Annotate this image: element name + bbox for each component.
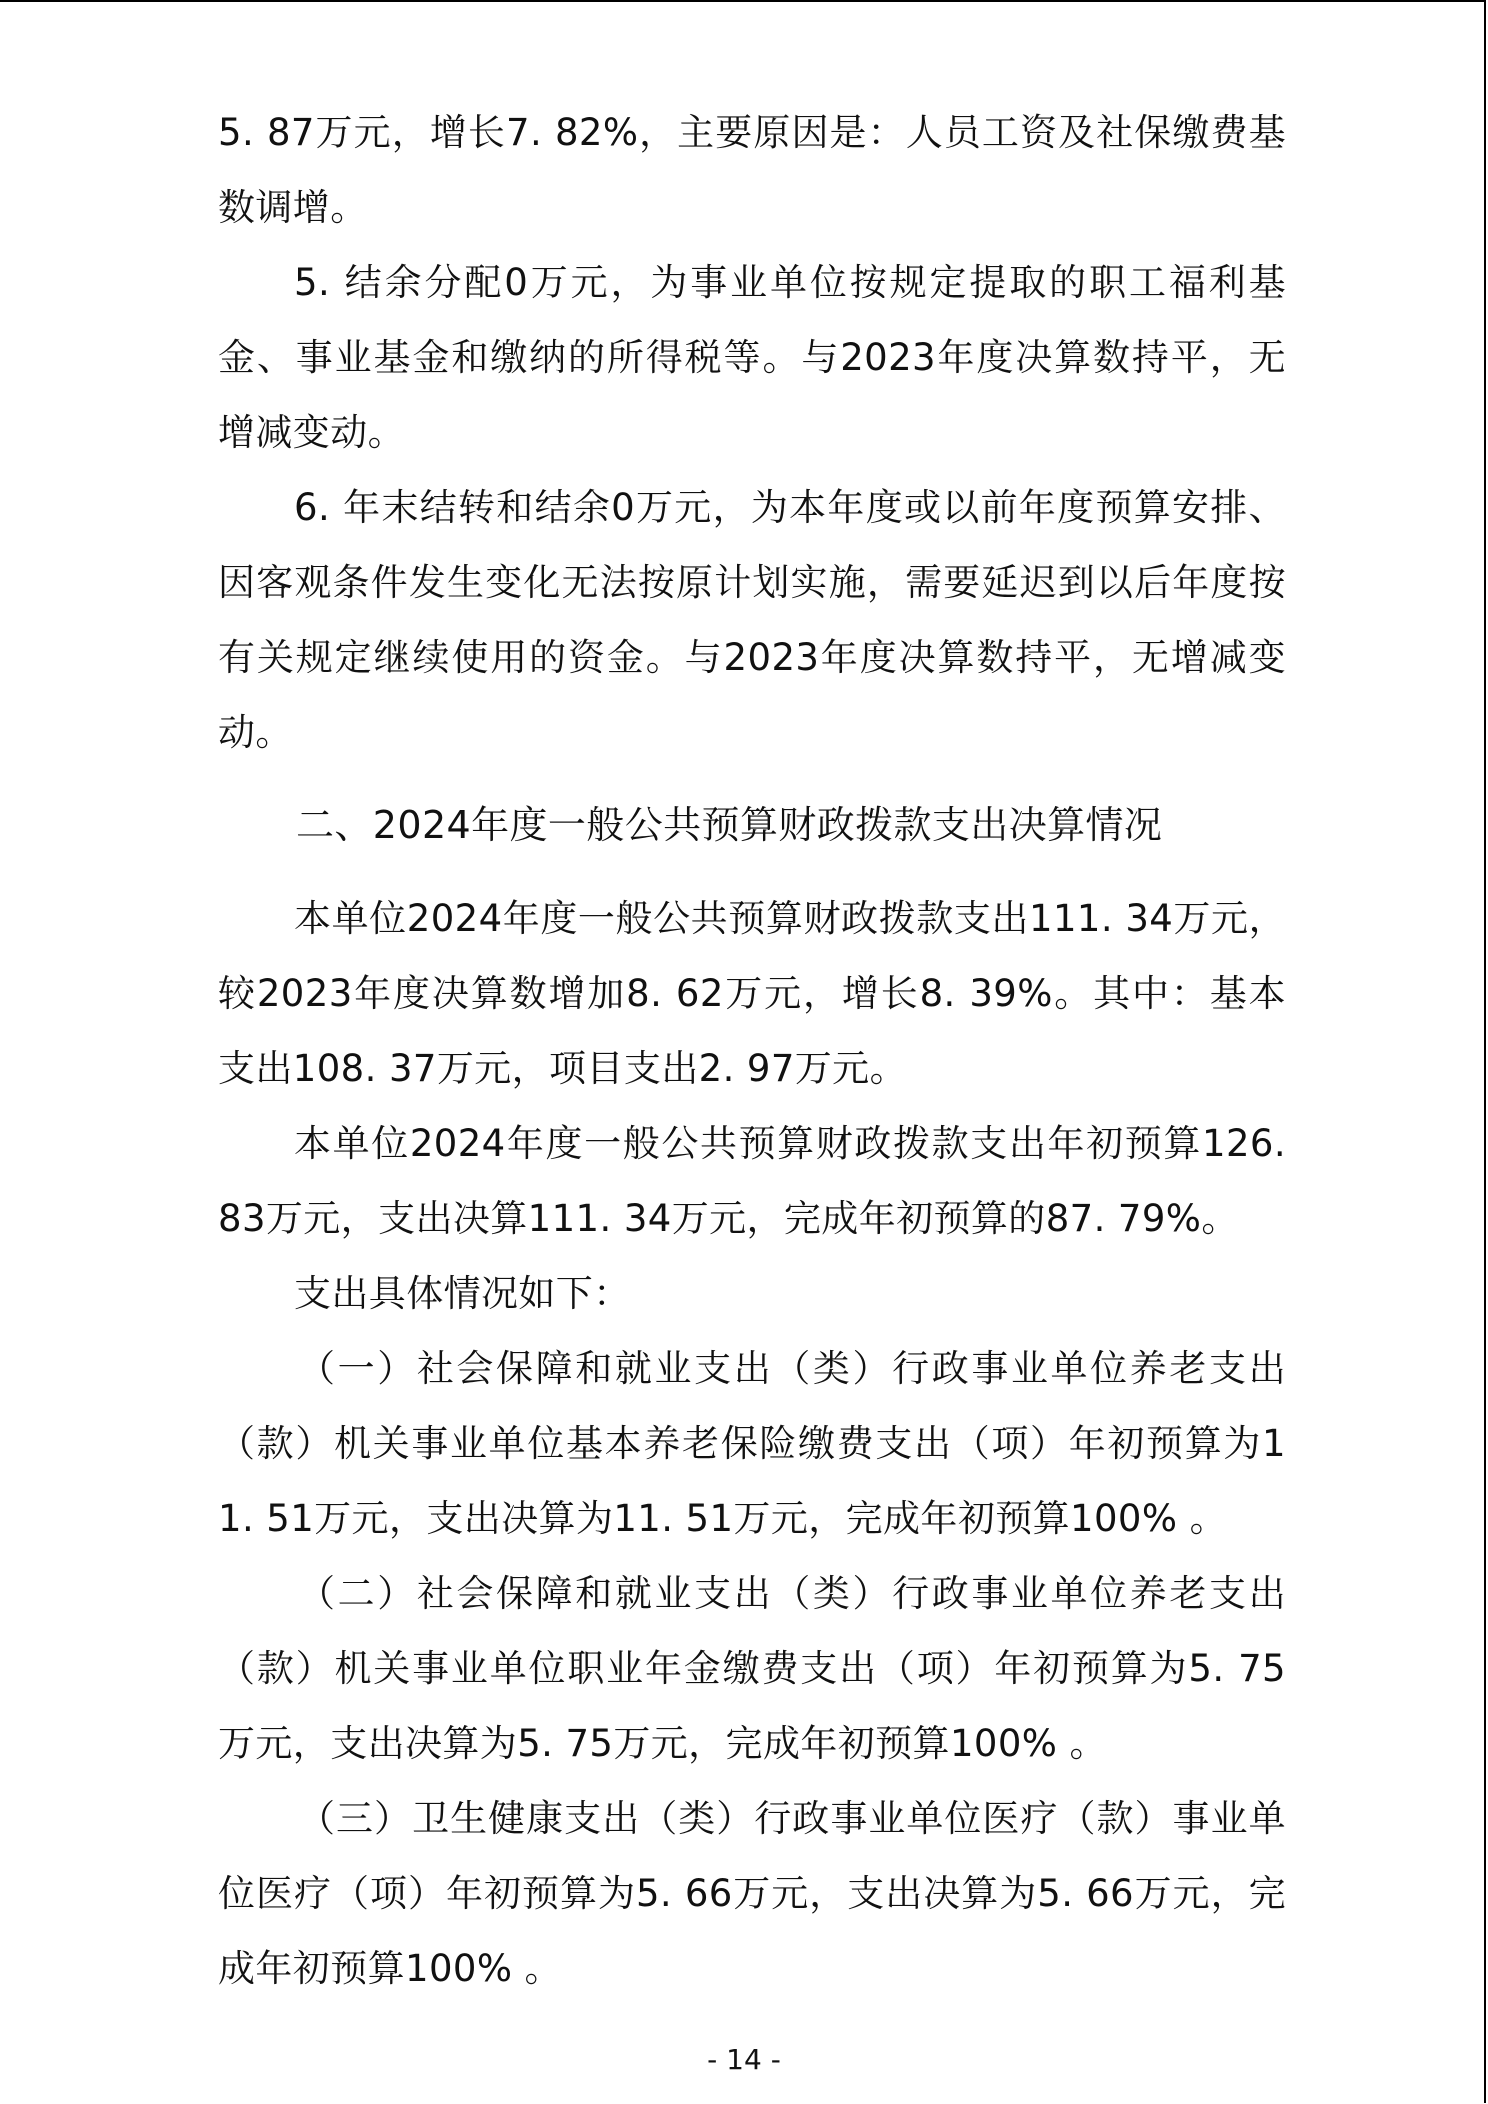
paragraph-surplus-distribution: 5. 结余分配0万元，为事业单位按规定提取的职工福利基金、事业基金和缴纳的所得税等。与2023年度决算数持平，无增减变动。: [218, 261, 1286, 454]
page-content: [218, 95, 1286, 2006]
paragraph-item-2: （二）社会保障和就业支出（类）行政事业单位养老支出（款）机关事业单位职业年金缴费支出（项）年初预算为5. 75万元，支出决算为5. 75万元，完成年初预算100% 。: [218, 1572, 1286, 1765]
paragraph-total-expenditure: 本单位2024年度一般公共预算财政拨款支出111. 34万元，较2023年度决算数增加8. 62万元，增长8. 39%。其中：基本支出108. 37万元，项目支出2. 97万元。: [218, 897, 1286, 1090]
paragraph-item-3: （三）卫生健康支出（类）行政事业单位医疗（款）事业单位医疗（项）年初预算为5. 66万元，支出决算为5. 66万元，完成年初预算100% 。: [218, 1797, 1286, 1990]
paragraph-budget-completion: 本单位2024年度一般公共预算财政拨款支出年初预算126. 83万元，支出决算111. 34万元，完成年初预算的87. 79%。: [218, 1122, 1286, 1240]
section-heading: 二、2024年度一般公共预算财政拨款支出决算情况: [296, 803, 1163, 847]
paragraph-details-intro: 支出具体情况如下：: [294, 1272, 631, 1315]
paragraph-item-1: （一）社会保障和就业支出（类）行政事业单位养老支出（款）机关事业单位基本养老保险缴费支出（项）年初预算为11. 51万元，支出决算为11. 51万元，完成年初预算100% 。: [218, 1347, 1286, 1540]
paragraph-continuation: 5. 87万元，增长7. 82%，主要原因是：人员工资及社保缴费基数调增。: [218, 111, 1286, 229]
paragraph-year-end-balance: 6. 年末结转和结余0万元，为本年度或以前年度预算安排、因客观条件发生变化无法按原计划实施，需要延迟到以后年度按有关规定继续使用的资金。与2023年度决算数持平，无增减变动。: [218, 486, 1286, 754]
page-number: - 14 -: [707, 2043, 781, 2076]
